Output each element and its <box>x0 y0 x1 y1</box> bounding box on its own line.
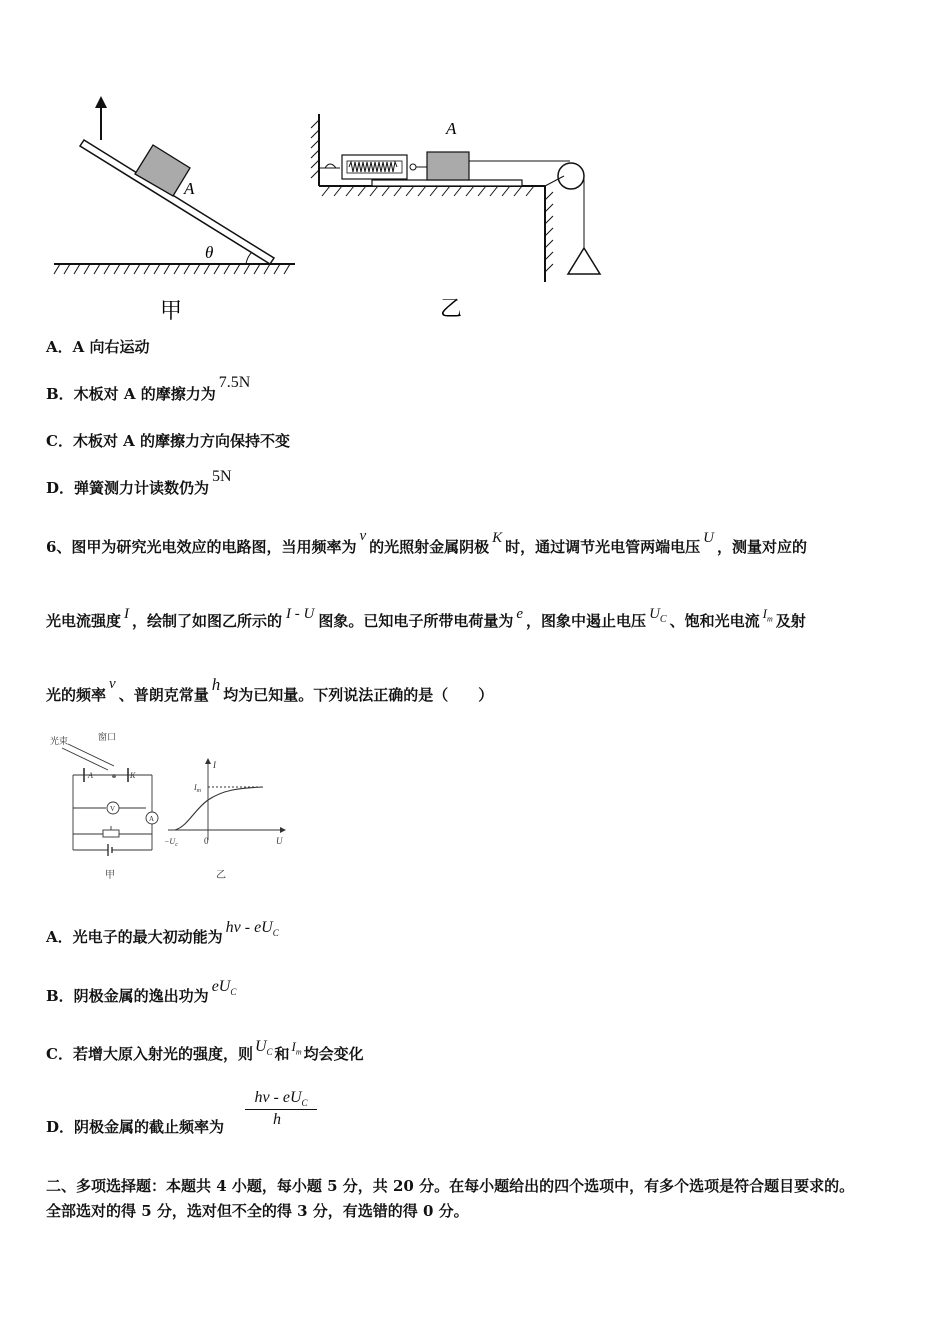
i-axis-label: I <box>213 760 216 770</box>
option-q5-c[interactable] <box>46 430 290 451</box>
section2-line-2: 全部选对的得 5 分，选对但不全的得 3 分，有选错的得 0 分。 <box>46 1202 469 1220</box>
option-q5-a[interactable] <box>46 336 150 357</box>
figure-q6 <box>48 730 298 886</box>
math-i: I <box>124 606 130 622</box>
im-label: $I_m$ <box>194 783 202 794</box>
option-q5-b[interactable] <box>46 374 251 404</box>
section2-line-1: 二、多项选择题：本题共 4 小题，每小题 5 分，共 20 分。在每小题给出的四个选项中，有多个选项是符合题目要求的。 <box>46 1177 855 1195</box>
option-q6-d-fraction: hv - $eU_C$ h <box>245 1089 317 1129</box>
figure-jia <box>54 96 295 323</box>
math-e: e <box>516 606 524 622</box>
voltmeter-label: V <box>110 805 116 813</box>
figure-jia-yi <box>40 90 620 330</box>
label-jia: 甲 <box>160 298 183 323</box>
q6-line-2: 光电流强度 I ，绘制了如图乙所示的 I - U 图象。已知电子所带电荷量为 e ，图象中遏止电压 $U_C$ 、饱和光电流 $I_m$ 及射 <box>46 606 806 630</box>
option-q6-a[interactable] <box>46 919 279 948</box>
label-jia-q6: 甲 <box>105 870 115 881</box>
window-label: 窗口 <box>98 732 117 742</box>
block-label-yi: A <box>446 119 457 138</box>
option-q5-b-text: B．木板对 A 的摩擦力为 <box>46 385 216 403</box>
option-q6-d[interactable] <box>46 1116 224 1137</box>
option-q6-c[interactable]: C．若增大原入射光的强度，则 $U_C$ 和 $I_m$ 均会变化 <box>46 1038 364 1063</box>
option-q5-c-text: C．木板对 A 的摩擦力方向保持不变 <box>46 432 291 450</box>
circuit-jia <box>50 731 158 881</box>
figure-yi <box>311 114 600 321</box>
math-im: $I_m$ <box>762 606 773 624</box>
angle-label: θ <box>205 243 214 262</box>
option-q5-d-value: 5N <box>212 468 232 485</box>
option-q6-c-im: $I_m$ <box>291 1039 302 1057</box>
anode-label: A <box>88 771 93 780</box>
u-axis-label: U <box>276 836 283 846</box>
option-q6-d-text: D．阴极金属的截止频率为 <box>46 1118 225 1136</box>
option-q6-b[interactable] <box>46 978 237 1007</box>
math-u: U <box>703 530 715 546</box>
origin-label: 0 <box>204 836 209 846</box>
math-k: K <box>492 530 503 546</box>
option-q6-b-text: B．阴极金属的逸出功为 <box>46 987 209 1005</box>
q6-line-1: 6、图甲为研究光电效应的电路图，当用频率为v的光照射金属阴极 K 时，通过调节光电管两端电压 U ，测量对应的 <box>46 528 808 556</box>
math-h: h <box>211 675 221 694</box>
light-label: 光束 <box>50 736 69 746</box>
q6-line-3: 光的频率v、普朗克常量h均为已知量。下列说法正确的是（ ） <box>46 675 494 704</box>
block-label-jia: A <box>184 179 195 198</box>
label-yi: 乙 <box>440 296 463 321</box>
label-yi-q6: 乙 <box>216 870 226 881</box>
option-q6-c-text1: C．若增大原入射光的强度，则 <box>46 1045 253 1063</box>
uc-label: $-U_c$ <box>164 837 178 848</box>
cathode-label: K <box>130 771 136 780</box>
iu-graph <box>164 758 286 881</box>
option-q5-d-text: D．弹簧测力计读数仍为 <box>46 479 210 497</box>
math-v: v <box>359 528 367 544</box>
option-q6-c-uc: $U_C$ <box>254 1038 273 1058</box>
option-q6-a-text: A．光电子的最大初动能为 <box>46 928 223 946</box>
option-q6-b-formula: $eU_C$ <box>211 978 237 998</box>
option-q5-b-value: 7.5N <box>218 374 251 391</box>
option-q6-a-formula: hv - $eU_C$ <box>225 919 279 939</box>
option-q5-d[interactable] <box>46 468 232 498</box>
math-iu: I - U <box>286 606 315 622</box>
math-v2: v <box>109 676 116 692</box>
ammeter-label: A <box>149 815 155 823</box>
math-uc: $U_C$ <box>649 606 667 625</box>
option-q5-a-text: A．A 向右运动 <box>46 338 150 356</box>
